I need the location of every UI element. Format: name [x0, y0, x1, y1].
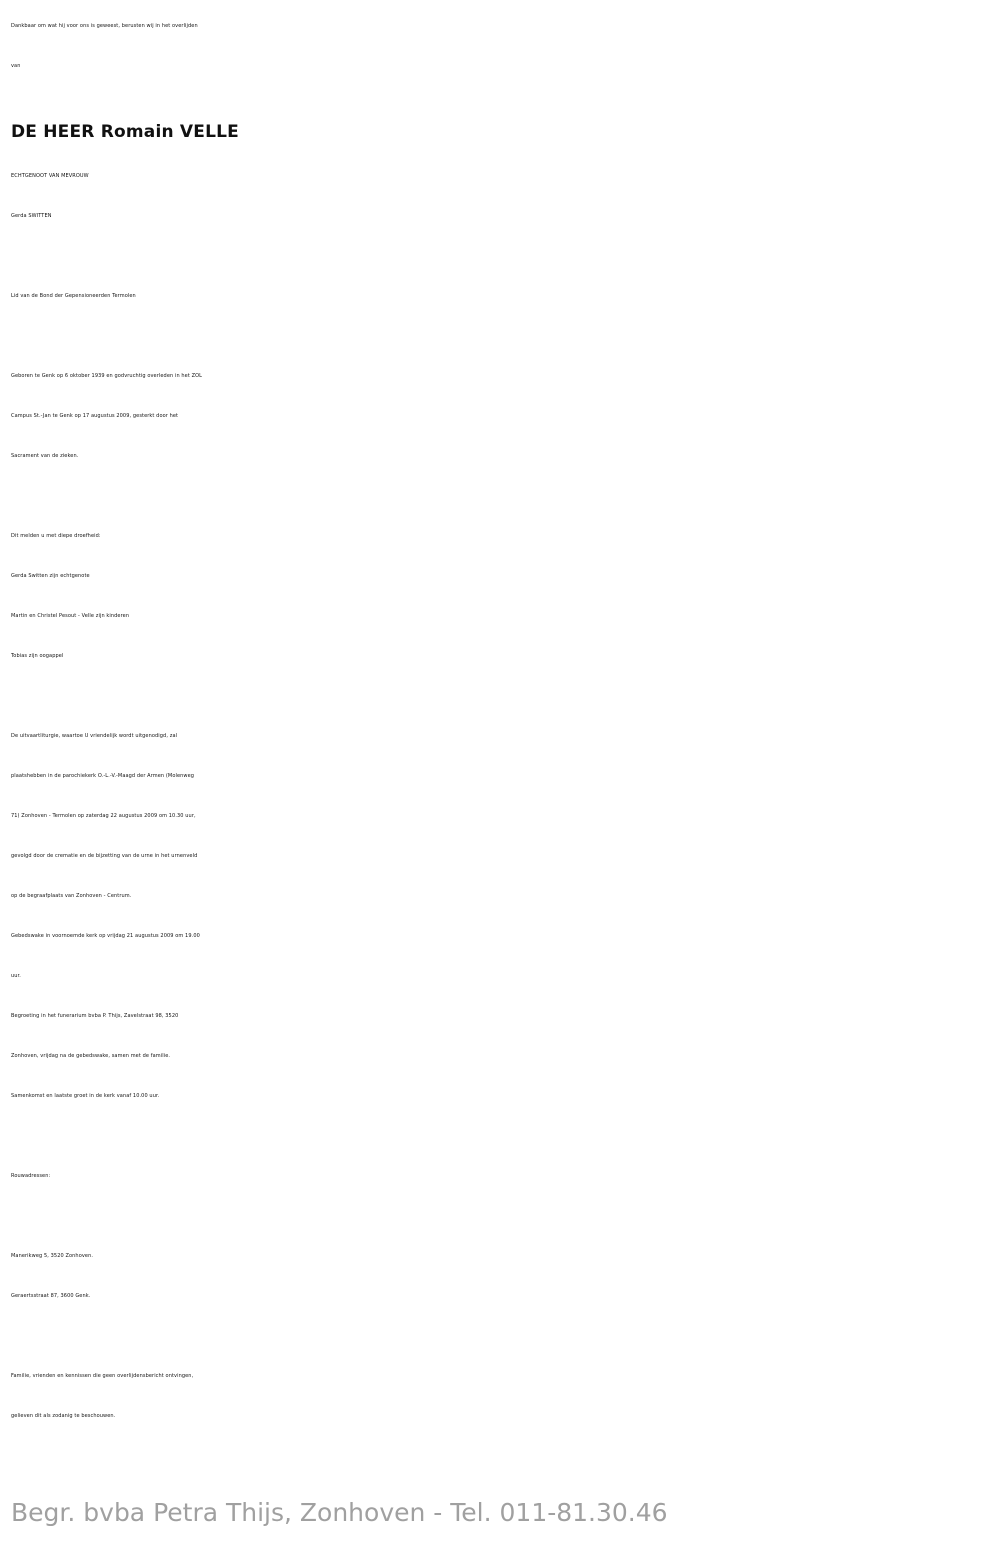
funeral-line: op de begraafplaats van Zonhoven - Centrum. — [11, 893, 132, 899]
spacer — [11, 316, 990, 356]
spacer — [11, 236, 990, 276]
funeral-line: 71) Zonhoven - Termolen op zaterdag 22 augustus 2009 om 10.30 uur, — [11, 813, 196, 819]
announcement-line: Tobias zijn oogappel — [11, 653, 64, 659]
closing-line: Familie, vrienden en kennissen die geen overlijdensbericht ontvingen, — [11, 1373, 194, 1379]
funeral-line: De uitvaartliturgie, waartoe U vriendelijk wordt uitgenodigd, zal — [11, 733, 178, 739]
announcement-line: Martin en Christel Pesout - Velle zijn kinderen — [11, 613, 130, 619]
announcement-line: Dit melden u met diepe droefheid: — [11, 533, 101, 539]
address-line: Geraertsstraat 87, 3600 Genk. — [11, 1293, 91, 1299]
funeral-line: Gebedswake in voornoemde kerk op vrijdag 21 augustus 2009 om 19.00 — [11, 933, 200, 939]
birth-death-line: Sacrament van de zieken. — [11, 453, 79, 459]
intro-line-1: Dankbaar om wat hij voor ons is geweest, berusten wij in het overlijden — [11, 23, 198, 29]
announcement-line: Gerda Switten zijn echtgenote — [11, 573, 90, 579]
closing-line: gelieven dit als zodanig te beschouwen. — [11, 1413, 116, 1419]
spacer — [11, 676, 990, 716]
funeral-line: gevolgd door de crematie en de bijzetting van de urne in het urnenveld — [11, 853, 198, 859]
funeral-line: uur. — [11, 973, 21, 979]
spouse-name: Gerda SWITTEN — [11, 213, 52, 219]
address-line: Manerikweg 5, 3520 Zonhoven. — [11, 1253, 94, 1259]
funeral-line: Samenkomst en laatste groet in de kerk vanaf 10.00 uur. — [11, 1093, 160, 1099]
spacer — [11, 1196, 990, 1236]
birth-death-line: Geboren te Genk op 6 oktober 1939 en godvruchtig overleden in het ZOL — [11, 373, 203, 379]
funeral-line: Zonhoven, vrijdag na de gebedswake, samen met de familie. — [11, 1053, 171, 1059]
funeral-line: plaatshebben in de parochiekerk O.-L.-V.-Maagd der Armen (Molenweg — [11, 773, 195, 779]
deceased-name: DE HEER Romain VELLE — [11, 122, 239, 142]
funeral-home-footer: Begr. bvba Petra Thijs, Zonhoven - Tel. 011-81.30.46 — [11, 1498, 668, 1527]
spacer — [11, 476, 990, 516]
funeral-line: Begroeting in het funerarium bvba P. Thijs, Zavelstraat 98, 3520 — [11, 1013, 179, 1019]
birth-death-line: Campus St.-Jan te Genk op 17 augustus 2009, gesterkt door het — [11, 413, 179, 419]
addresses-heading: Rouwadressen: — [11, 1173, 51, 1179]
intro-line-2: van — [11, 63, 21, 69]
spouse-title: ECHTGENOOT VAN MEVROUW — [11, 173, 89, 179]
membership-line: Lid van de Bond der Gepensioneerden Termolen — [11, 293, 136, 299]
spacer — [11, 1116, 990, 1156]
spacer — [11, 1316, 990, 1356]
